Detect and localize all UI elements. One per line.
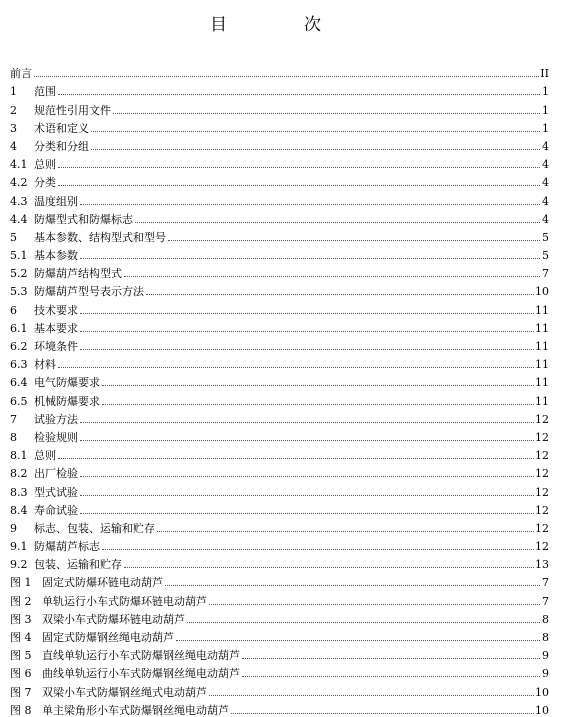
- toc-entry-title: 分类: [34, 176, 56, 190]
- toc-entry[interactable]: [10, 589, 549, 607]
- dot-leader: [80, 422, 534, 423]
- toc-entry-title: 曲线单轨运行小车式防爆钢丝绳电动葫芦: [42, 667, 240, 681]
- toc-entry-number: 5: [10, 230, 17, 244]
- toc-entry-number: 4.3: [10, 194, 28, 208]
- toc-entry-title: 出厂检验: [34, 467, 78, 481]
- toc-entry-page: 12: [535, 430, 549, 444]
- toc-entry-number: 5.2: [10, 267, 28, 281]
- toc-entry-page: 5: [542, 249, 549, 263]
- toc-entry[interactable]: [10, 298, 549, 316]
- dot-leader: [34, 76, 539, 77]
- toc-entry-number: 图 6: [10, 667, 32, 681]
- toc-entry-title: 环境条件: [34, 340, 78, 353]
- toc-entry-title: 标志、包装、运输和贮存: [34, 521, 155, 535]
- toc-entry-page: 7: [542, 594, 549, 608]
- dot-leader: [80, 204, 540, 205]
- dot-leader: [165, 585, 540, 586]
- toc-entry[interactable]: [10, 171, 549, 189]
- toc-entry[interactable]: [10, 153, 549, 171]
- toc-entry[interactable]: [10, 262, 549, 280]
- toc-entry[interactable]: [10, 280, 549, 298]
- toc-entry-title: 分类和分组: [34, 139, 89, 153]
- toc-entry-title: 寿命试验: [34, 503, 78, 517]
- toc-entry-title: 范围: [34, 85, 56, 99]
- dot-leader: [124, 567, 534, 568]
- toc-entry[interactable]: [10, 608, 549, 626]
- toc-entry-page: 1: [542, 103, 549, 117]
- toc-entry-page: 8: [542, 631, 549, 644]
- toc-entry[interactable]: [10, 499, 549, 517]
- toc-entry-page: 12: [535, 485, 549, 499]
- toc-entry-number: 8.2: [10, 467, 28, 481]
- toc-entry[interactable]: [10, 535, 549, 553]
- toc-entry-number: 图 3: [10, 612, 32, 626]
- toc-entry[interactable]: [10, 135, 549, 153]
- toc-entry-number: 图 4: [10, 631, 32, 644]
- toc-entry-title: 基本要求: [34, 321, 78, 335]
- toc-entry[interactable]: [10, 62, 549, 80]
- toc-entry-number: 图 7: [10, 685, 32, 699]
- toc-entry-number: 8: [10, 430, 17, 444]
- toc-entry-page: 11: [535, 340, 549, 353]
- toc-title: 目 次: [210, 15, 351, 35]
- toc-entry-number: 8.3: [10, 485, 28, 499]
- toc-entry-page: 11: [535, 394, 549, 408]
- toc-entry-title: 防爆葫芦型号表示方法: [34, 285, 144, 299]
- toc-entry[interactable]: [10, 117, 549, 135]
- toc-entry[interactable]: [10, 517, 549, 535]
- toc-entry-title: 直线单轨运行小车式防爆钢丝绳电动葫芦: [42, 649, 240, 663]
- dot-leader: [135, 222, 540, 223]
- toc-entry-title: 总则: [34, 158, 56, 172]
- toc-entry-title: 试验方法: [34, 412, 78, 426]
- toc-entry-title: 机械防爆要求: [34, 394, 100, 408]
- toc-entry-title: 术语和定义: [34, 121, 89, 135]
- toc-entry-number: 图 8: [10, 703, 32, 717]
- dot-leader: [231, 713, 534, 714]
- toc-entry-title: 单主梁角形小车式防爆钢丝绳电动葫芦: [42, 703, 229, 717]
- toc-entry-number: 5.1: [10, 249, 28, 263]
- toc-entry[interactable]: [10, 317, 549, 335]
- toc-entry-page: 1: [542, 85, 549, 99]
- dot-leader: [58, 367, 534, 368]
- dot-leader: [157, 531, 534, 532]
- toc-entry-number: 6.4: [10, 376, 28, 390]
- toc-entry-page: 12: [535, 521, 549, 535]
- toc-entry-number: 4: [10, 139, 17, 153]
- dot-leader: [80, 476, 534, 477]
- toc-entry-page: 9: [542, 667, 549, 681]
- toc-entry-number: 9: [10, 521, 17, 535]
- toc-entry[interactable]: [10, 553, 549, 571]
- toc-entry-title: 规范性引用文件: [34, 103, 111, 117]
- toc-entry[interactable]: [10, 353, 549, 371]
- dot-leader: [80, 513, 534, 514]
- dot-leader: [91, 131, 540, 132]
- toc-entry-page: 4: [542, 212, 549, 226]
- toc-entry-number: 1: [10, 85, 17, 99]
- dot-leader: [242, 676, 540, 677]
- toc-entry-title: 包装、运输和贮存: [34, 558, 122, 572]
- toc-entry-page: 11: [535, 376, 549, 390]
- toc-entry-title: 固定式防爆钢丝绳电动葫芦: [42, 631, 174, 644]
- dot-leader: [58, 167, 540, 168]
- toc-entry[interactable]: [10, 644, 549, 662]
- toc-entry-title: 材料: [34, 358, 56, 372]
- toc-entry-number: 6.1: [10, 321, 28, 335]
- dot-leader: [113, 113, 540, 114]
- toc-entry[interactable]: [10, 571, 549, 589]
- dot-leader: [168, 240, 540, 241]
- toc-entry-number: 图 1: [10, 576, 32, 590]
- toc-entry-number: 图 2: [10, 594, 32, 608]
- toc-entry-page: 12: [535, 540, 549, 554]
- toc-entry-title: 检验规则: [34, 430, 78, 444]
- toc-entry-title: 总则: [34, 449, 56, 463]
- toc-entry[interactable]: [10, 444, 549, 462]
- dot-leader: [80, 331, 534, 332]
- dot-leader: [102, 385, 534, 386]
- toc-entry-page: 12: [535, 467, 549, 481]
- toc-entry-title: 单轨运行小车式防爆环链电动葫芦: [42, 594, 207, 608]
- toc-entry-title: 防爆葫芦标志: [34, 540, 100, 554]
- toc-entry-title: 基本参数: [34, 249, 78, 263]
- toc-entry[interactable]: [10, 408, 549, 426]
- toc-entry[interactable]: [10, 80, 549, 98]
- toc-entry-page: 12: [535, 503, 549, 517]
- toc-entry[interactable]: [10, 389, 549, 407]
- toc-entry-title: 技术要求: [34, 303, 78, 317]
- toc-entry[interactable]: [10, 226, 549, 244]
- toc-entry[interactable]: [10, 626, 549, 644]
- toc-entry-title: 基本参数、结构型式和型号: [34, 230, 166, 244]
- toc-entry-title: 防爆葫芦结构型式: [34, 267, 122, 281]
- dot-leader: [209, 695, 534, 696]
- dot-leader: [58, 458, 534, 459]
- toc-entry-page: 10: [535, 685, 549, 699]
- toc-entry-title: 固定式防爆环链电动葫芦: [42, 576, 163, 590]
- toc-entry-number: 3: [10, 121, 17, 135]
- dot-leader: [176, 640, 540, 641]
- toc-entry-number: 8.4: [10, 503, 28, 517]
- toc-entry-page: 4: [542, 158, 549, 172]
- dot-leader: [80, 495, 534, 496]
- dot-leader: [80, 313, 534, 314]
- toc-entry[interactable]: [10, 244, 549, 262]
- toc-entry-number: 9.1: [10, 540, 28, 554]
- dot-leader: [146, 294, 534, 295]
- toc-entry[interactable]: [10, 98, 549, 116]
- toc-entry-page: 4: [542, 139, 549, 153]
- toc-entry-number: 图 5: [10, 649, 32, 663]
- toc-entry[interactable]: [10, 426, 549, 444]
- dot-leader: [187, 622, 540, 623]
- toc-entry-number: 7: [10, 412, 17, 426]
- toc-entry[interactable]: [10, 189, 549, 207]
- toc-entry-page: 7: [542, 576, 549, 590]
- toc-entry-page: 4: [542, 176, 549, 190]
- dot-leader: [242, 658, 540, 659]
- toc-entry-number: 6.2: [10, 340, 28, 353]
- toc-entry-page: 12: [535, 449, 549, 463]
- toc-entry[interactable]: [10, 462, 549, 480]
- toc-entry[interactable]: [10, 662, 549, 680]
- toc-entry-number: 8.1: [10, 449, 28, 463]
- toc-entry[interactable]: [10, 680, 549, 698]
- toc-entry-number: 9.2: [10, 558, 28, 572]
- toc-entry-title: 双梁小车式防爆钢丝绳式电动葫芦: [42, 685, 207, 699]
- toc-entry-page: 11: [535, 358, 549, 372]
- toc-entry-title: 双梁小车式防爆环链电动葫芦: [42, 612, 185, 626]
- dot-leader: [209, 604, 540, 605]
- toc-entry-page: 12: [535, 412, 549, 426]
- toc-entry-page: 8: [542, 612, 549, 626]
- toc-entry-title: 前言: [10, 67, 32, 81]
- toc-entry-title: 电气防爆要求: [34, 376, 100, 390]
- dot-leader: [80, 258, 540, 259]
- toc-entry[interactable]: [10, 208, 549, 226]
- toc-entry-page: 11: [535, 303, 549, 317]
- toc-entry[interactable]: [10, 335, 549, 353]
- toc-entry-page: 1: [542, 121, 549, 135]
- dot-leader: [58, 94, 540, 95]
- toc-entry[interactable]: [10, 371, 549, 389]
- toc-entry-page: 7: [542, 267, 549, 281]
- toc-entry-page: 5: [542, 230, 549, 244]
- toc-entry-page: 11: [535, 321, 549, 335]
- toc-entry-number: 2: [10, 103, 17, 117]
- toc-entry-title: 型式试验: [34, 485, 78, 499]
- dot-leader: [58, 185, 540, 186]
- dot-leader: [102, 404, 534, 405]
- toc-entry-number: 4.2: [10, 176, 28, 190]
- toc-entry-page: 4: [542, 194, 549, 208]
- toc-entry-title: 温度组别: [34, 194, 78, 208]
- toc-entry-page: 9: [542, 649, 549, 663]
- dot-leader: [102, 549, 534, 550]
- toc-entry-page: 10: [535, 285, 549, 299]
- dot-leader: [80, 440, 534, 441]
- toc-entry-title: 防爆型式和防爆标志: [34, 212, 133, 226]
- dot-leader: [91, 149, 540, 150]
- toc-entry-number: 4.1: [10, 158, 28, 172]
- dot-leader: [80, 349, 534, 350]
- table-of-contents: [10, 62, 549, 717]
- dot-leader: [124, 276, 540, 277]
- toc-entry-number: 6.3: [10, 358, 28, 372]
- toc-entry-page: 10: [535, 703, 549, 717]
- toc-entry-number: 4.4: [10, 212, 28, 226]
- toc-entry-number: 6: [10, 303, 17, 317]
- toc-entry-page: 13: [535, 558, 549, 572]
- toc-entry[interactable]: [10, 480, 549, 498]
- toc-entry[interactable]: [10, 699, 549, 717]
- toc-entry-page: II: [540, 67, 549, 81]
- toc-entry-number: 6.5: [10, 394, 28, 408]
- toc-entry-number: 5.3: [10, 285, 28, 299]
